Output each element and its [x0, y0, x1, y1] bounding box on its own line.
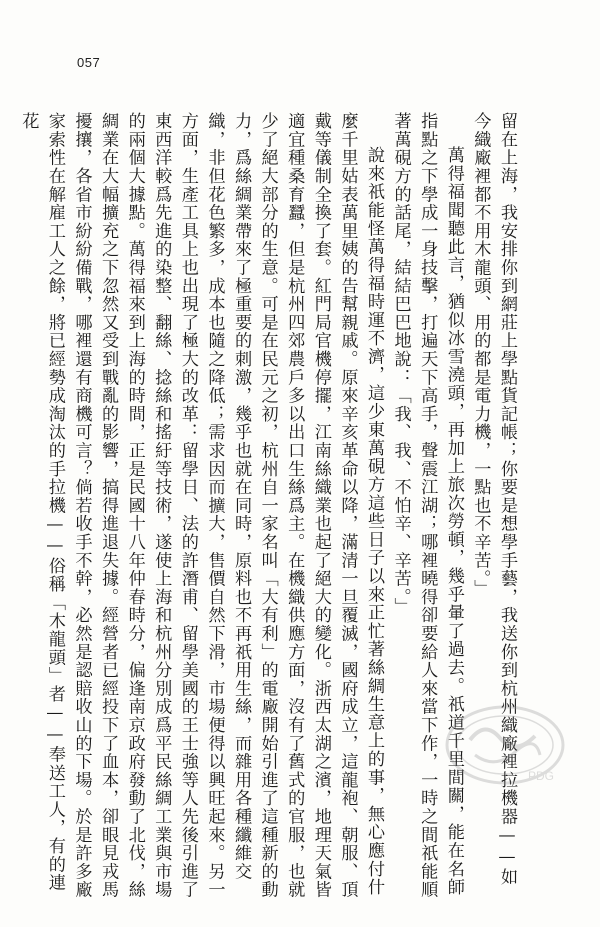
- stamp-text: PDG: [528, 769, 555, 783]
- library-stamp-watermark: [440, 700, 570, 790]
- paragraph-1: 留在上海，我安排你到網莊上學點貨記帳；你要是想學手藝，我送你到杭州織廠裡拉機器——如今織廠裡都不用木龍頭、用的都是電力機，一點也不辛苦。」: [470, 112, 517, 887]
- paragraph-2: 萬得福聞聽此言，猶似冰雪澆頭，再加上旅次勞頓，幾乎暈了過去。祇道千里間關，能在名師指點之下學成一身技擊，打遍天下高手，聲震江湖；哪裡曉得卻要給人來當下作，一時之間祇能順著萬硯方的話尾，結結巴巴地說：「我、我、不怕辛、辛苦。」: [390, 112, 464, 899]
- paragraph-3: 說來祇能怪萬得福時運不濟，這少東萬硯方這些日子以來正忙著絲綢生意上的事，無心應付什麼千里姑表萬里姨的告幫親戚。原來辛亥革命以降，滿清一旦覆滅，國府成立，這龍袍、朝服、頂戴等儀制全換了套。紅門局官機停擺，江南絲織業也起了絕大的變化。浙西太湖之濱，地理天氣皆適宜種桑育蠶，但是杭州四郊農戶多以出口生絲爲主。在機織供應方面，沒有了舊式的官服，也就少了絕大部分的生意。可是在民元之初，杭州自一家名叫「大有利」的電廠開始引進了這種新的動力，爲絲綢業帶來了極重要的刺激，幾乎也就在同時，原料也不再祇用生絲，而雜用各種纖維交織，非但花色繁多，成本也隨之降低；需求因而擴大，售價自然下滑，市場便得以興旺起來。另一方面，生產工具上也出現了極大的改革：留學日、法的許潛甫、留學美國的王士強等人先後引進了東西洋較爲先進的染整、翻絲、捻絲和搖紆等技術，遂使上海和杭州分別成爲平民絲綢工業與市場的兩個大據點。萬得福來到上海的時間，正是民國十八年仲春時分，偏逢南京政府發動了北伐，絲綢業在大幅擴充之下忽然又受到戰亂的影響，搞得進退失據。經營者已經投下了血本，卻眼見戎馬擾攘，各省市紛紛備戰，哪裡還有商機可言？倘若收手不幹，必然是認賠收山的下場。於是許多廠家索性在解雇工人之餘，將已經勢成淘汰的手拉機——俗稱「木龍頭」者——奉送工人，有的連花: [18, 112, 385, 899]
- page-number: 057: [77, 55, 101, 70]
- stamp-seal-icon: [440, 700, 570, 790]
